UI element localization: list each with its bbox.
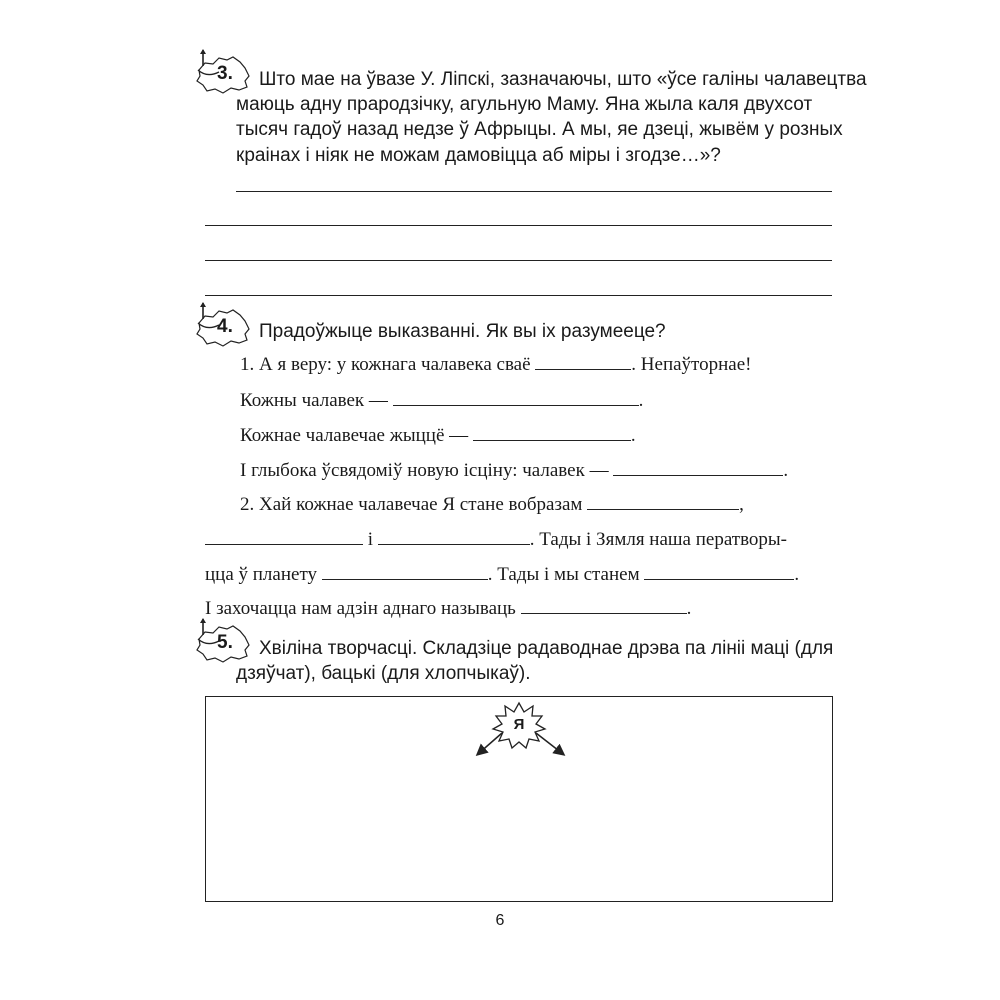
family-tree-drawing-area[interactable] — [205, 696, 833, 902]
task-4-badge — [193, 301, 257, 351]
statement-line-1 — [240, 353, 751, 377]
statement-text: і — [367, 529, 374, 550]
answer-line[interactable] — [205, 295, 832, 296]
task-5-line-1: Хвіліна творчасці. Складзіце радаводнае дрэва па лініі маці (для — [259, 638, 834, 659]
task-4-number: 4. — [217, 316, 233, 337]
statement-text: . — [686, 598, 692, 619]
statement-text: 1. А я веру: у кожнага чалавека сваё — [240, 354, 531, 375]
answer-line[interactable] — [205, 225, 832, 226]
statement-text: . — [638, 390, 644, 411]
statement-text: Кожны чалавек — — [240, 390, 388, 411]
statement-text: . Тады і мы станем — [487, 564, 640, 585]
answer-line[interactable] — [205, 260, 832, 261]
fill-blank[interactable] — [535, 353, 631, 370]
fill-blank[interactable] — [378, 528, 530, 545]
task-5-line-2: дзяўчат), бацькі (для хлопчыкаў). — [236, 663, 531, 684]
statement-text: І глыбока ўсвядоміў новую ісціну: чалавек — — [240, 460, 609, 481]
statement-text: . Тады і Зямля наша ператворы- — [529, 529, 788, 550]
statement-line-6 — [205, 528, 787, 552]
statement-line-3 — [240, 424, 636, 448]
fill-blank[interactable] — [521, 597, 687, 614]
fill-blank[interactable] — [205, 528, 363, 545]
statement-text: , — [739, 494, 744, 515]
statement-line-4 — [240, 459, 788, 483]
task-3-badge — [193, 48, 257, 98]
task-5-badge — [193, 617, 257, 667]
task-3-line-2: маюць адну прародзічку, агульную Маму. Яна жыла каля двухсот — [236, 94, 813, 115]
statement-line-7 — [205, 563, 799, 587]
statement-text: . Непаўторнае! — [631, 354, 752, 375]
task-3-line-1: Што мае на ўвазе У. Ліпскі, зазначаючы, што «ўсе галіны чалавецтва — [259, 69, 867, 90]
page-number: 6 — [495, 912, 505, 929]
statement-text: І захочацца нам адзін аднаго называць — [205, 598, 516, 619]
task-4-prompt: Прадоўжыце выказванні. Як вы іх разумееце? — [259, 321, 666, 342]
star-label: Я — [513, 716, 525, 733]
statement-line-8 — [205, 597, 691, 621]
family-tree-starter — [206, 697, 832, 901]
statement-text: . — [783, 460, 789, 481]
statement-text: . — [630, 425, 636, 446]
task-5-number: 5. — [217, 632, 233, 653]
statement-text: 2. Хай кожнае чалавечае Я стане вобразам — [240, 494, 583, 515]
task-3-line-4: краінах і ніяк не можам дамовіцца аб міры і згодзе…»? — [236, 145, 721, 166]
fill-blank[interactable] — [613, 459, 783, 476]
fill-blank[interactable] — [322, 563, 488, 580]
answer-line[interactable] — [236, 191, 832, 192]
right-arrow-icon — [536, 733, 563, 754]
left-arrow-icon — [478, 733, 502, 754]
statement-text: Кожнае чалавечае жыццё — — [240, 425, 469, 446]
fill-blank[interactable] — [393, 389, 639, 406]
statement-line-5 — [240, 493, 744, 517]
task-3-line-3: тысяч гадоў назад недзе ў Афрыцы. А мы, яе дзеці, жывём у розных — [236, 119, 843, 140]
statement-text: . — [794, 564, 800, 585]
fill-blank[interactable] — [587, 493, 739, 510]
fill-blank[interactable] — [473, 424, 631, 441]
statement-text: цца ў планету — [205, 564, 318, 585]
fill-blank[interactable] — [644, 563, 794, 580]
statement-line-2 — [240, 389, 643, 413]
task-3-number: 3. — [217, 63, 233, 84]
